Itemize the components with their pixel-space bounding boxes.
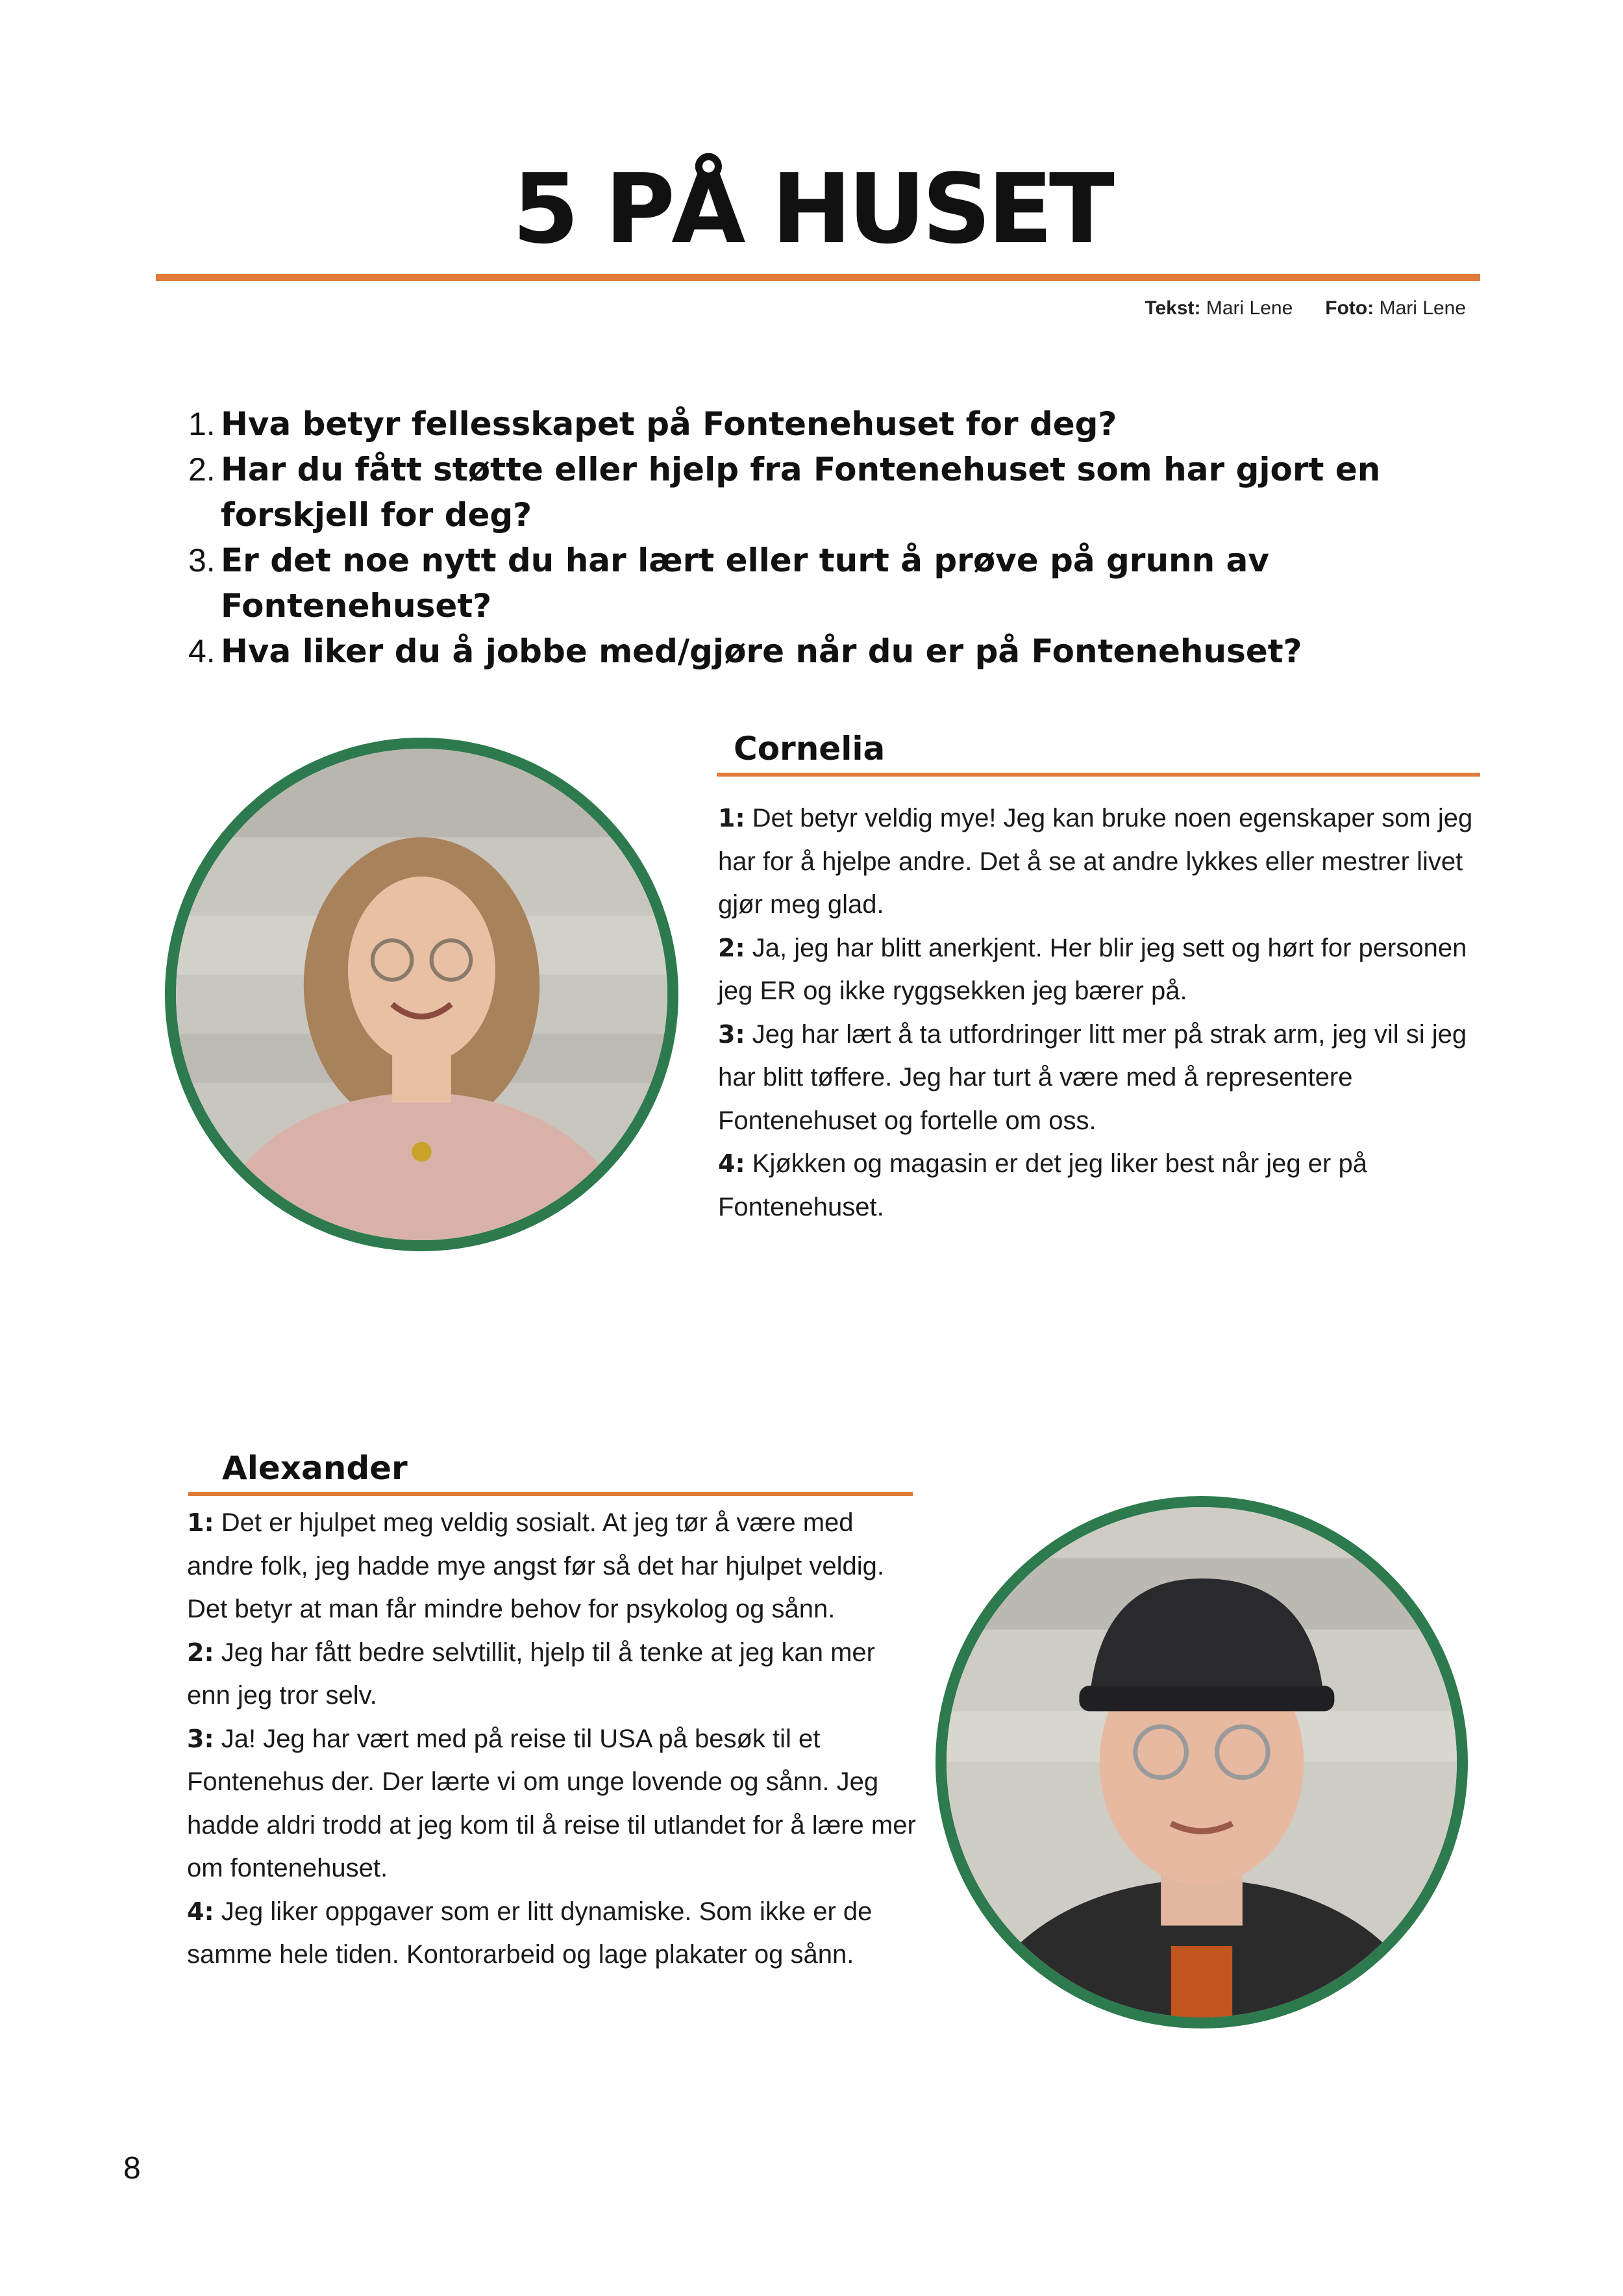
- answer-paragraph: [187, 1717, 918, 1890]
- answer-label: 4:: [187, 1897, 214, 1926]
- answer-paragraph: [718, 1013, 1484, 1143]
- profile-name: Alexander: [222, 1449, 408, 1487]
- answer-text: Ja! Jeg har vært med på reise til USA på besøk til et Fontenehus der. Der lærte vi om unge lovende og sånn. Jeg hadde aldri trodd at jeg kom til å reise til utlandet for å lære mer om fontenehuset.: [187, 1724, 916, 1882]
- answer-text: Det er hjulpet meg veldig sosialt. At jeg tør å være med andre folk, jeg hadde mye angst før så det har hjulpet veldig. Det betyr at man får mindre behov for psykolog og sånn.: [187, 1508, 884, 1623]
- question-number: 4.: [188, 633, 216, 669]
- answer-text: Ja, jeg har blitt anerkjent. Her blir jeg sett og hørt for personen jeg ER og ikke ryggsekken jeg bærer på.: [718, 933, 1467, 1005]
- answer-text: Jeg liker oppgaver som er litt dynamiske. Som ikke er de samme hele tiden. Kontorarbeid og lage plakater og sånn.: [187, 1897, 873, 1969]
- page-title: 5 PÅ HUSET: [512, 153, 1111, 265]
- answer-text: Jeg har fått bedre selvtillit, hjelp til å tenke at jeg kan mer enn jeg tror selv.: [187, 1638, 875, 1710]
- question-text: Har du fått støtte eller hjelp fra Fontenehuset som har gjort en forskjell for deg?: [221, 451, 1381, 534]
- answer-label: 4:: [718, 1149, 745, 1178]
- answer-label: 3:: [718, 1019, 745, 1049]
- question-text: Hva liker du å jobbe med/gjøre når du er på Fontenehuset?: [221, 632, 1302, 670]
- cornelia-answers: [718, 797, 1484, 1229]
- portrait-photo-placeholder: [947, 1507, 1457, 2017]
- alexander-portrait: [935, 1496, 1468, 2028]
- question-text: Er det noe nytt du har lært eller turt å prøve på grunn av Fontenehuset?: [221, 542, 1269, 625]
- answer-paragraph: [187, 1501, 918, 1631]
- answer-label: 1:: [187, 1508, 214, 1537]
- photo-credit-value: Mari Lene: [1379, 297, 1466, 319]
- answer-paragraph: [718, 797, 1484, 927]
- answer-label: 2:: [187, 1638, 214, 1667]
- question-list: [188, 401, 1493, 674]
- answer-text: Kjøkken og magasin er det jeg liker best når jeg er på Fontenehuset.: [718, 1149, 1367, 1221]
- question-text: Hva betyr fellesskapet på Fontenehuset for deg?: [221, 405, 1117, 443]
- question-item: [188, 447, 1493, 538]
- alexander-answers: [187, 1501, 918, 1977]
- portrait-photo-placeholder: [176, 749, 667, 1240]
- answer-label: 2:: [718, 933, 745, 962]
- answer-text: Jeg har lært å ta utfordringer litt mer på strak arm, jeg vil si jeg har blitt tøffere. Jeg har turt å være med å representere Fontenehuset og fortelle om oss.: [718, 1019, 1467, 1135]
- answer-text: Det betyr veldig mye! Jeg kan bruke noen egenskaper som jeg har for å hjelpe andre. Det å se at andre lykkes eller mestrer livet gjør meg glad.: [718, 804, 1473, 919]
- question-item: [188, 629, 1493, 674]
- text-credit-label: Tekst:: [1145, 297, 1201, 319]
- photo-credit-label: Foto:: [1325, 297, 1374, 319]
- page-number: 8: [123, 2151, 141, 2186]
- question-item: [188, 401, 1493, 447]
- profile-name: Cornelia: [734, 730, 886, 767]
- name-divider: [188, 1492, 913, 1496]
- answer-label: 3:: [187, 1724, 214, 1753]
- text-credit-value: Mari Lene: [1206, 297, 1293, 319]
- name-divider: [717, 773, 1480, 777]
- question-number: 3.: [188, 542, 216, 579]
- question-number: 2.: [188, 451, 216, 488]
- answer-paragraph: [187, 1890, 918, 1977]
- credits-line: [1145, 297, 1466, 319]
- question-item: [188, 538, 1493, 629]
- question-number: 1.: [188, 406, 216, 442]
- answer-paragraph: [187, 1631, 918, 1717]
- title-divider: [156, 274, 1480, 281]
- answer-paragraph: [718, 927, 1484, 1013]
- cornelia-portrait: [165, 738, 678, 1251]
- answer-paragraph: [718, 1142, 1484, 1229]
- answer-label: 1:: [718, 804, 745, 832]
